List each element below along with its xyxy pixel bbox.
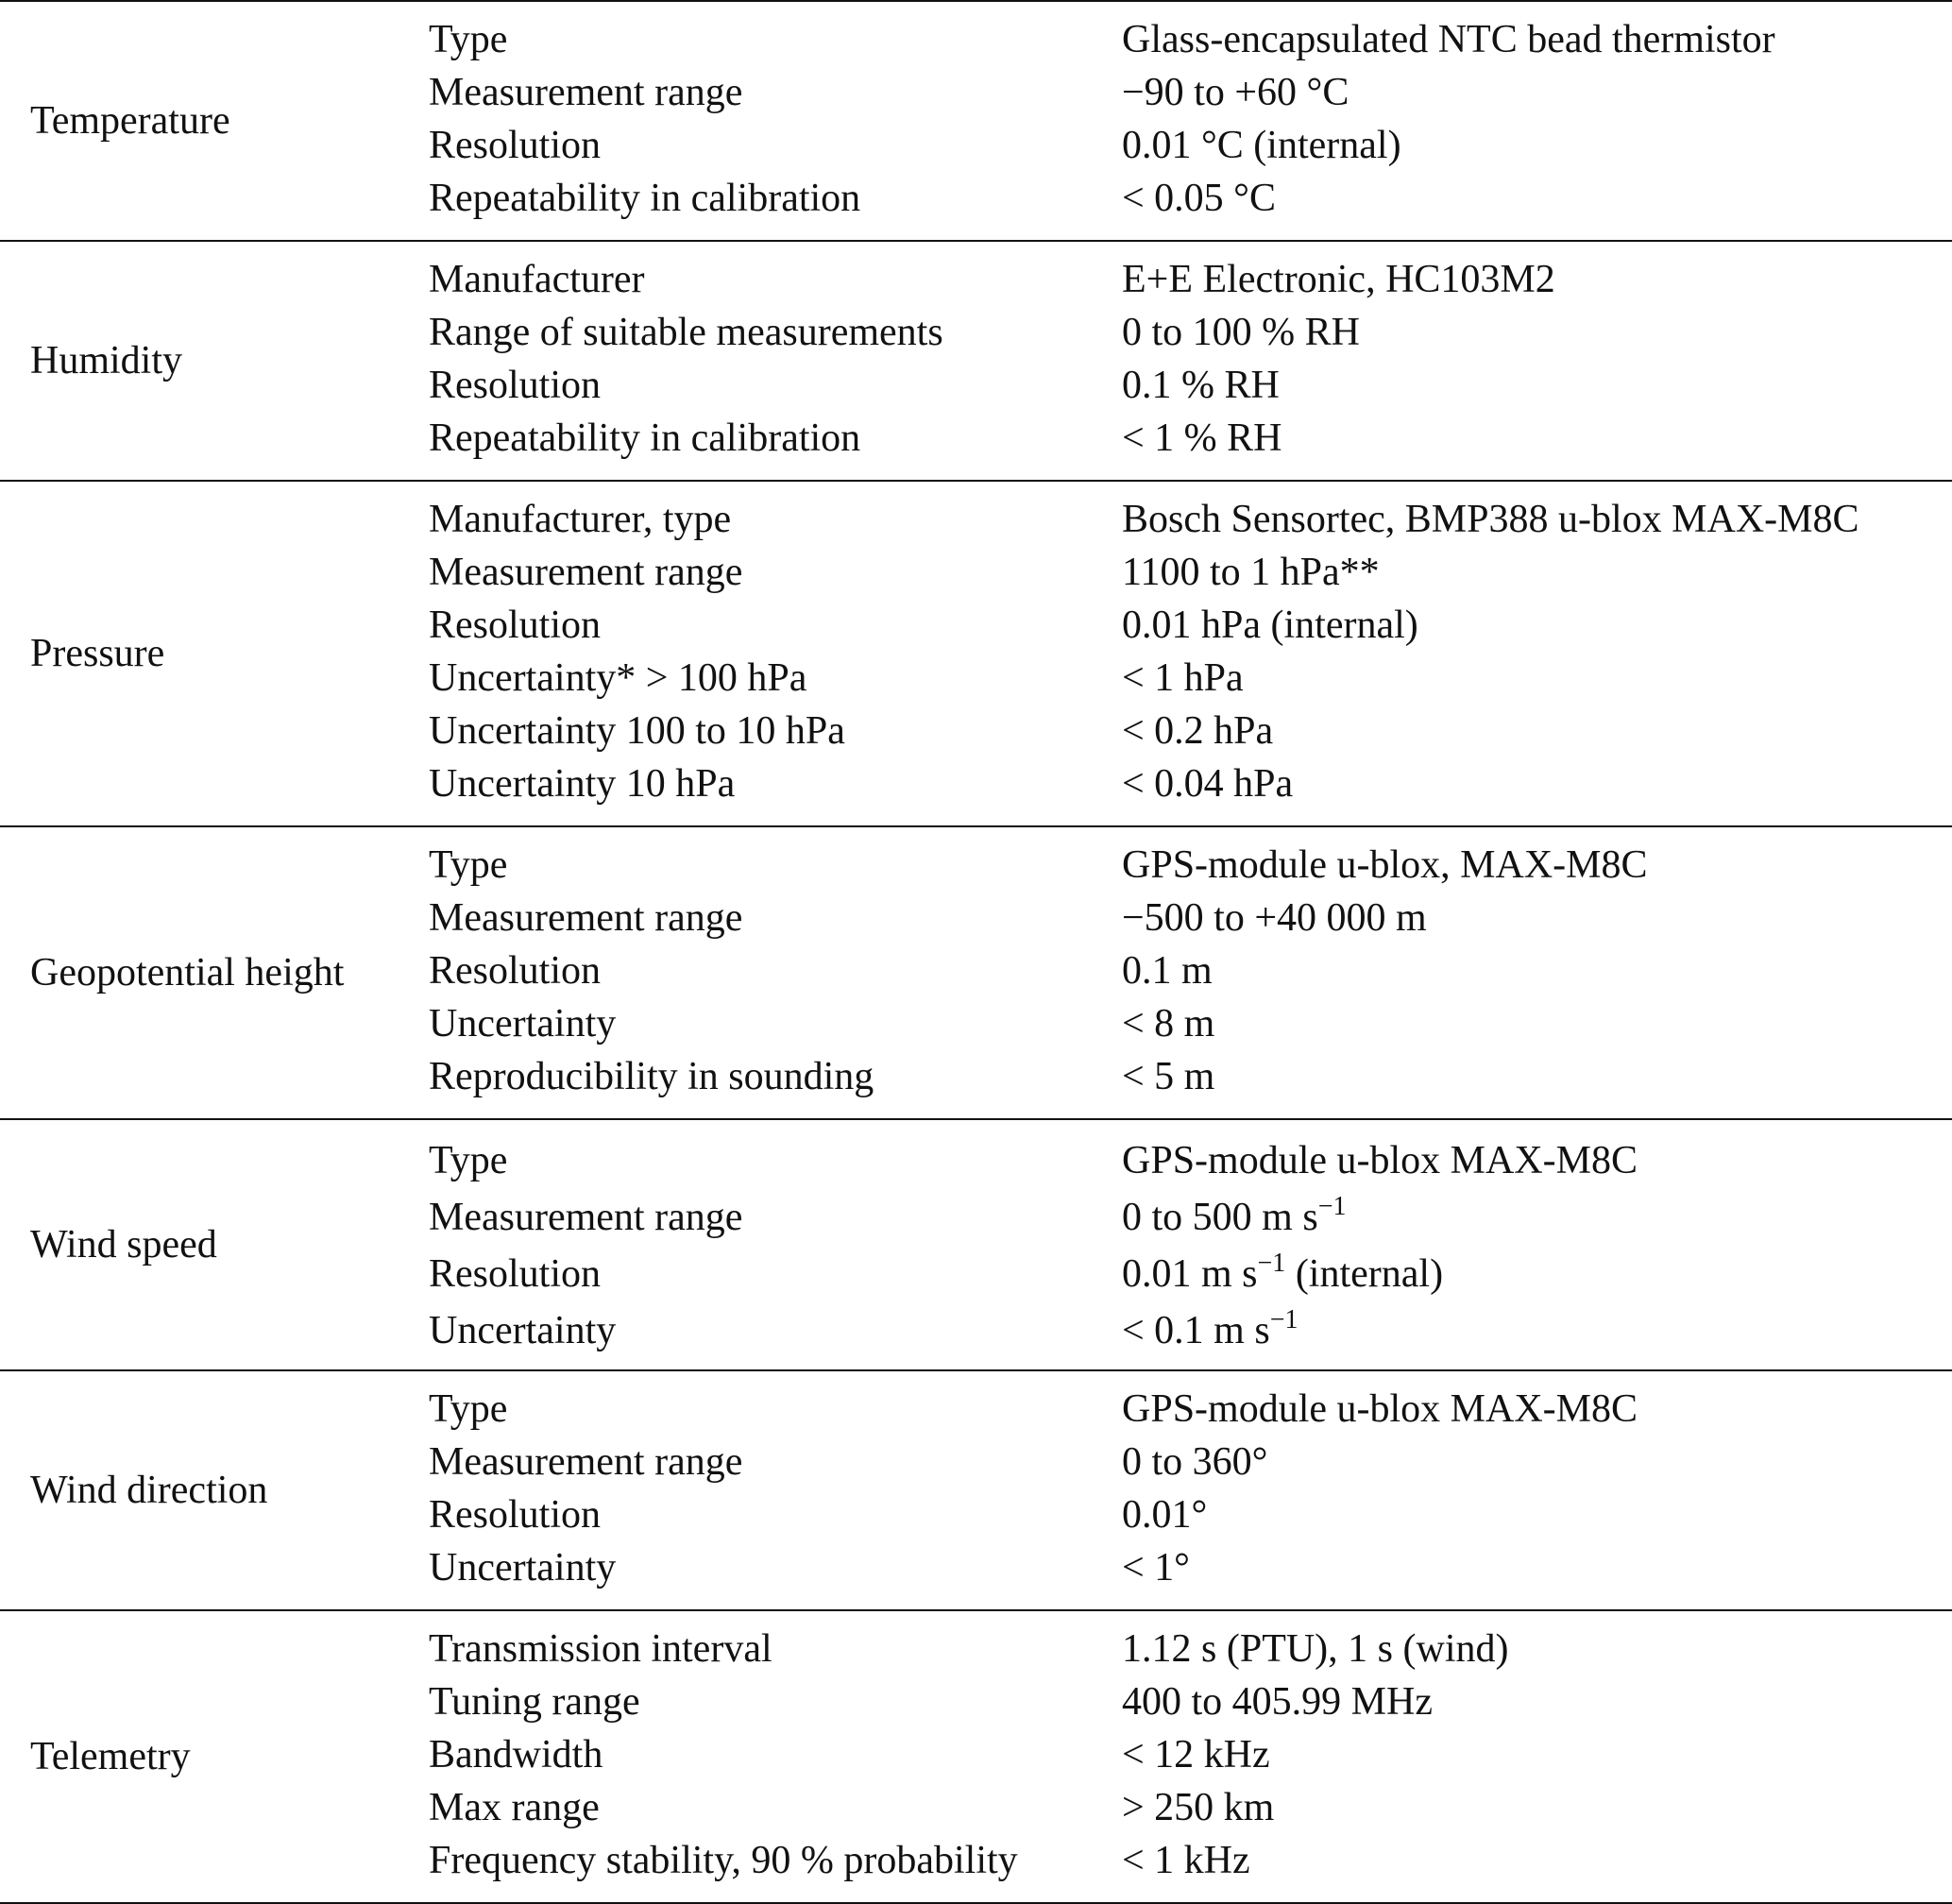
param-cell: Type	[429, 1387, 508, 1431]
param-cell: Measurement range	[429, 1196, 743, 1239]
value-cell: 0 to 100 % RH	[1122, 311, 1360, 354]
table-row	[0, 493, 1952, 546]
unit-exponent: −1	[1269, 1305, 1299, 1334]
value-cell: GPS-module u-blox MAX-M8C	[1122, 1139, 1638, 1182]
value-cell: −500 to +40 000 m	[1122, 896, 1427, 940]
value-cell: 1.12 s (PTU), 1 s (wind)	[1122, 1627, 1509, 1671]
table-row	[0, 1245, 1952, 1301]
param-cell: Repeatability in calibration	[429, 177, 861, 220]
value-cell: < 5 m	[1122, 1055, 1215, 1098]
table-row	[0, 705, 1952, 757]
value-cell: 0.01 hPa (internal)	[1122, 604, 1418, 647]
param-cell: Resolution	[429, 1493, 602, 1537]
section-humidity	[0, 242, 1952, 482]
value-cell: −90 to +60 °C	[1122, 71, 1349, 114]
table-row	[0, 13, 1952, 66]
value-cell: 0.01 °C (internal)	[1122, 124, 1401, 167]
param-cell: Uncertainty 100 to 10 hPa	[429, 709, 845, 753]
value-cell	[1122, 1245, 1443, 1303]
value-cell: < 0.2 hPa	[1122, 709, 1274, 753]
section-temperature	[0, 2, 1952, 242]
value-text: < 0.1 m s	[1122, 1309, 1270, 1352]
param-cell: Type	[429, 1139, 508, 1182]
section-wind-speed	[0, 1120, 1952, 1371]
table-row	[0, 652, 1952, 705]
value-cell: 0.01°	[1122, 1493, 1208, 1537]
value-cell: < 1°	[1122, 1546, 1190, 1590]
table-row	[0, 1188, 1952, 1245]
param-cell: Type	[429, 843, 508, 887]
table-row	[0, 412, 1952, 465]
value-suffix: (internal)	[1285, 1252, 1444, 1296]
table-row	[0, 1488, 1952, 1541]
param-cell: Uncertainty* > 100 hPa	[429, 656, 807, 700]
value-text: 0.01 m s	[1122, 1252, 1258, 1296]
table-row	[0, 1781, 1952, 1834]
value-cell: < 8 m	[1122, 1002, 1215, 1046]
param-cell: Resolution	[429, 604, 602, 647]
table-row	[0, 892, 1952, 944]
section-telemetry	[0, 1611, 1952, 1904]
value-cell: GPS-module u-blox MAX-M8C	[1122, 1387, 1638, 1431]
param-cell: Range of suitable measurements	[429, 311, 943, 354]
section-label: Geopotential height	[30, 951, 345, 994]
table-row	[0, 1436, 1952, 1488]
param-cell: Reproducibility in sounding	[429, 1055, 874, 1098]
param-cell: Repeatability in calibration	[429, 416, 861, 460]
table-row	[0, 1131, 1952, 1188]
table-row	[0, 172, 1952, 225]
table-row	[0, 546, 1952, 599]
table-row	[0, 66, 1952, 119]
table-row	[0, 839, 1952, 892]
value-cell: E+E Electronic, HC103M2	[1122, 258, 1555, 301]
param-cell: Resolution	[429, 364, 602, 407]
section-label: Wind direction	[30, 1469, 268, 1512]
table-row	[0, 599, 1952, 652]
section-label: Telemetry	[30, 1735, 191, 1778]
param-cell: Max range	[429, 1786, 600, 1829]
value-cell: < 0.04 hPa	[1122, 762, 1294, 806]
value-cell: 0.1 m	[1122, 949, 1213, 993]
value-cell: > 250 km	[1122, 1786, 1275, 1829]
param-cell: Bandwidth	[429, 1733, 603, 1776]
value-cell: 400 to 405.99 MHz	[1122, 1680, 1433, 1724]
section-label: Temperature	[30, 99, 230, 143]
value-cell: 0.1 % RH	[1122, 364, 1280, 407]
table-row	[0, 757, 1952, 810]
unit-exponent: −1	[1317, 1192, 1347, 1221]
value-cell	[1122, 1301, 1299, 1360]
value-cell: < 12 kHz	[1122, 1733, 1270, 1776]
value-cell: Bosch Sensortec, BMP388 u-blox MAX-M8C	[1122, 498, 1859, 541]
value-cell: Glass-encapsulated NTC bead thermistor	[1122, 18, 1775, 61]
table-row	[0, 997, 1952, 1050]
table-row	[0, 306, 1952, 359]
table-row	[0, 1050, 1952, 1103]
param-cell: Measurement range	[429, 1440, 743, 1484]
param-cell: Tuning range	[429, 1680, 640, 1724]
table-row	[0, 359, 1952, 412]
value-text: 0 to 500 m s	[1122, 1196, 1318, 1239]
value-cell: 0 to 360°	[1122, 1440, 1268, 1484]
param-cell: Transmission interval	[429, 1627, 772, 1671]
value-cell: < 0.05 °C	[1122, 177, 1276, 220]
param-cell: Resolution	[429, 949, 602, 993]
section-label: Pressure	[30, 632, 165, 675]
table-row	[0, 1728, 1952, 1781]
table-row	[0, 1541, 1952, 1594]
value-cell: < 1 hPa	[1122, 656, 1244, 700]
param-cell: Measurement range	[429, 551, 743, 594]
table-row	[0, 1834, 1952, 1887]
param-cell: Resolution	[429, 124, 602, 167]
value-cell: < 1 kHz	[1122, 1839, 1250, 1882]
section-geopotential-height	[0, 827, 1952, 1120]
param-cell: Uncertainty	[429, 1002, 617, 1046]
table-row	[0, 119, 1952, 172]
section-label: Wind speed	[30, 1223, 217, 1266]
param-cell: Manufacturer	[429, 258, 645, 301]
param-cell: Type	[429, 18, 508, 61]
param-cell: Uncertainty	[429, 1546, 617, 1590]
table-row	[0, 1623, 1952, 1675]
param-cell: Measurement range	[429, 71, 743, 114]
param-cell: Manufacturer, type	[429, 498, 732, 541]
unit-exponent: −1	[1257, 1249, 1286, 1278]
value-cell: GPS-module u-blox, MAX-M8C	[1122, 843, 1648, 887]
param-cell: Frequency stability, 90 % probability	[429, 1839, 1018, 1882]
param-cell: Resolution	[429, 1252, 602, 1296]
table-row	[0, 1675, 1952, 1728]
section-pressure	[0, 482, 1952, 827]
param-cell: Uncertainty 10 hPa	[429, 762, 736, 806]
value-cell: < 1 % RH	[1122, 416, 1282, 460]
table-row	[0, 1301, 1952, 1358]
section-wind-direction	[0, 1371, 1952, 1611]
param-cell: Measurement range	[429, 896, 743, 940]
table-row	[0, 1383, 1952, 1436]
table-row	[0, 944, 1952, 997]
section-label: Humidity	[30, 339, 183, 382]
table-row	[0, 253, 1952, 306]
param-cell: Uncertainty	[429, 1309, 617, 1352]
value-cell: 1100 to 1 hPa**	[1122, 551, 1380, 594]
value-cell	[1122, 1188, 1346, 1247]
